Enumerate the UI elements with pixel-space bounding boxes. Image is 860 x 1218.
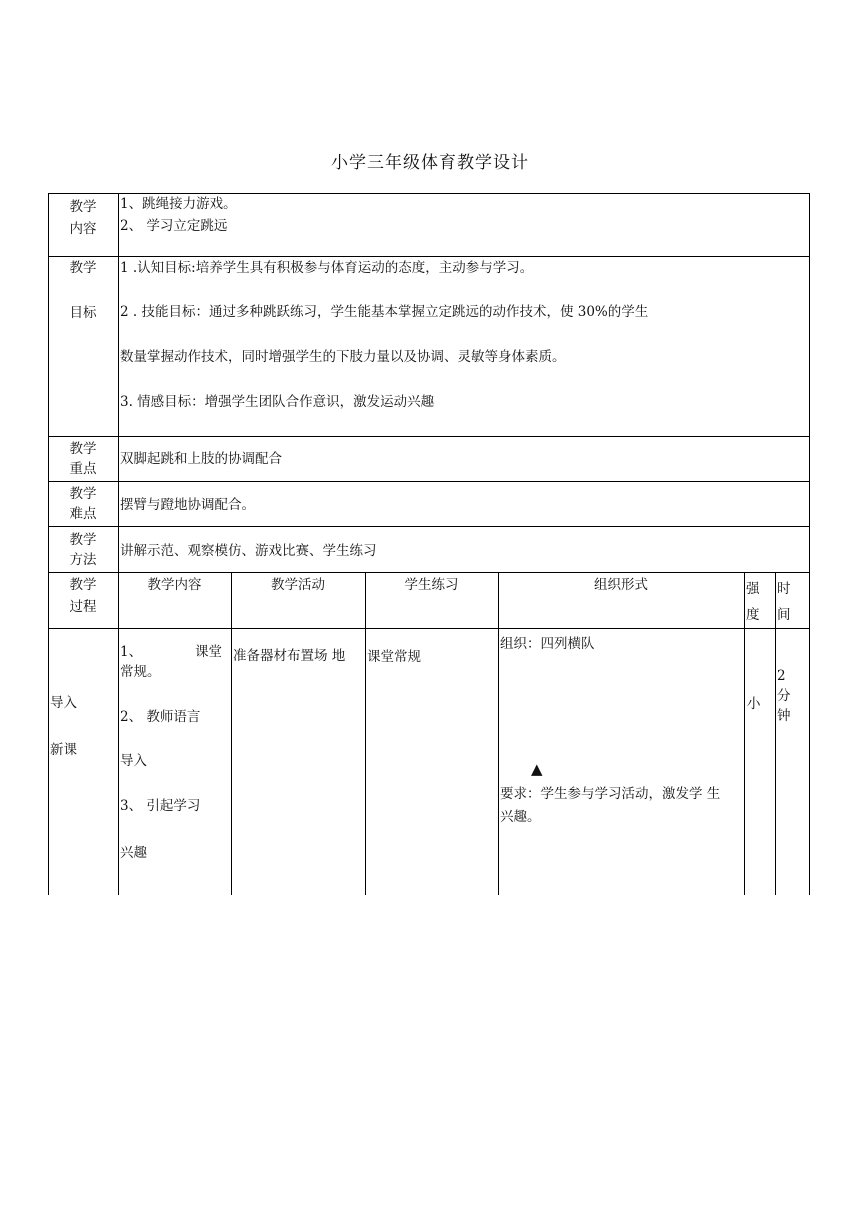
method-label: 教学 方法 [69,532,97,568]
goal-line-4: 3. 情感目标：增强学生团队合作意识，激发运动兴趣 [120,394,435,410]
intro-content-line-2: 2、 教师语言 [120,709,201,725]
header-content: 教学内容 [147,577,202,593]
intro-intensity: 小 [747,696,761,712]
header-practice: 学生练习 [404,577,459,593]
goal-line-1: 1 .认知目标:培养学生具有积极参与体育运动的态度，主动参与学习。 [120,260,534,276]
teacher-marker-icon: ▲ [531,760,543,778]
goals-label-top: 教学 [69,260,97,276]
goal-line-2: 2 . 技能目标：通过多种跳跃练习，学生能基本掌握立定跳远的动作技术，使 30%的学生 [120,304,649,320]
intro-content-line-3: 导入 [120,753,147,769]
process-label: 教学 过程 [69,577,97,615]
intro-practice: 课堂常规 [367,649,421,665]
intro-org-title: 组织：四列横队 [500,636,595,652]
header-intensity: 强 度 [746,581,760,623]
intro-content-item-1b: 课堂 [195,644,222,660]
content-label: 教学 内容 [69,199,97,237]
goals-label-bottom: 目标 [69,305,97,321]
header-time: 时 间 [777,581,791,623]
difficulty-label: 教学 难点 [69,486,97,522]
page-title: 小学三年级体育教学设计 [331,153,529,173]
goal-line-3: 数量掌握动作技术，同时增强学生的下肢力量以及协调、灵敏等身体素质。 [120,349,566,365]
header-activity: 教学活动 [271,577,325,593]
stage-intro-line-2: 新课 [50,742,77,758]
intro-content-line-5: 兴趣 [120,845,147,861]
focus-label: 教学 重点 [69,441,97,477]
content-line-2: 2、 学习立定跳远 [120,218,228,234]
focus-text: 双脚起跳和上肢的协调配合 [120,451,282,467]
header-organization: 组织形式 [594,577,648,593]
content-line-1: 1、跳绳接力游戏。 [120,196,237,212]
method-text: 讲解示范、观察模仿、游戏比赛、学生练习 [120,543,377,559]
intro-time: 2 分 钟 [777,668,791,724]
intro-activity: 准备器材布置场 地 [233,648,346,664]
difficulty-text: 摆臂与蹬地协调配合。 [120,497,255,513]
stage-intro-line-1: 导入 [50,695,77,711]
intro-content-line-1: 常规。 [120,664,161,680]
intro-content-line-4: 3、 引起学习 [120,798,201,814]
intro-org-requirement-1: 要求：学生参与学习活动，激发学 生 [500,786,721,802]
intro-org-requirement-2: 兴趣。 [500,809,541,825]
intro-content-item-1a: 1、 [120,644,143,660]
